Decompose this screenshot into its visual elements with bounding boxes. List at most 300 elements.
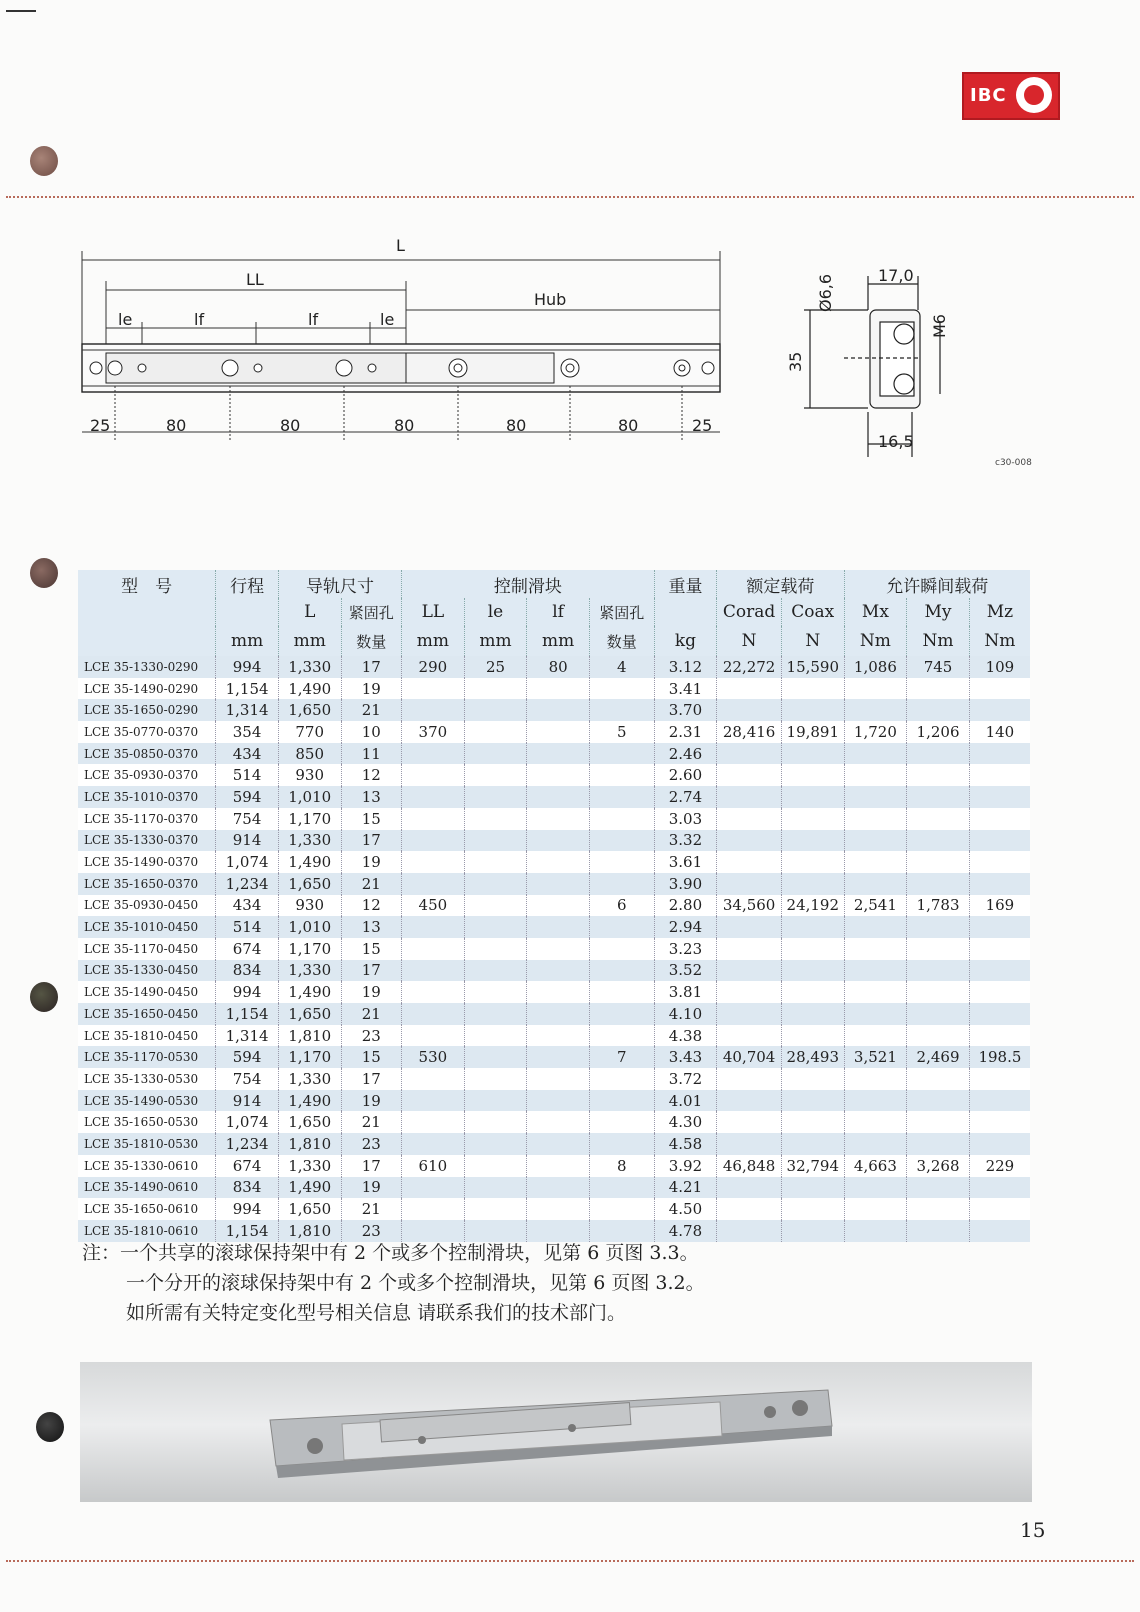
cell-mz bbox=[969, 873, 1030, 895]
cell-le bbox=[464, 699, 527, 721]
unit-corad: N bbox=[717, 626, 782, 656]
cell-model: LCE 35-1330-0290 bbox=[78, 656, 216, 678]
cell-mx: 2,541 bbox=[844, 895, 907, 917]
cell-weight: 2.74 bbox=[654, 786, 717, 808]
cell-rail-holes: 21 bbox=[341, 699, 402, 721]
header-ll: LL bbox=[402, 598, 465, 626]
cell-stroke: 754 bbox=[216, 808, 279, 830]
cell-ctrl-holes bbox=[589, 938, 654, 960]
unit-mz: Nm bbox=[969, 626, 1030, 656]
cell-ctrl-holes bbox=[589, 764, 654, 786]
cell-coax bbox=[781, 1220, 844, 1242]
cell-mz: 198.5 bbox=[969, 1046, 1030, 1068]
cell-mz bbox=[969, 1090, 1030, 1112]
cell-mx: 3,521 bbox=[844, 1046, 907, 1068]
header-rail: 导轨尺寸 bbox=[278, 570, 401, 598]
cell-stroke: 834 bbox=[216, 1177, 279, 1199]
cell-coax: 32,794 bbox=[781, 1155, 844, 1177]
cell-coax bbox=[781, 873, 844, 895]
cell-coax bbox=[781, 960, 844, 982]
cell-mz bbox=[969, 1133, 1030, 1155]
unit-stroke: mm bbox=[216, 626, 279, 656]
table-row bbox=[78, 656, 1030, 678]
cell-coax bbox=[781, 1025, 844, 1047]
cell-mz bbox=[969, 1068, 1030, 1090]
cell-rail-L: 1,330 bbox=[278, 830, 341, 852]
cell-corad bbox=[717, 1003, 782, 1025]
cell-rail-L: 1,490 bbox=[278, 678, 341, 700]
cell-rail-L: 1,010 bbox=[278, 786, 341, 808]
cell-mz bbox=[969, 960, 1030, 982]
cell-corad bbox=[717, 1133, 782, 1155]
cell-ctrl-holes bbox=[589, 1133, 654, 1155]
cell-rail-L: 1,810 bbox=[278, 1025, 341, 1047]
cell-mz bbox=[969, 678, 1030, 700]
cell-mx: 1,720 bbox=[844, 721, 907, 743]
cell-lf bbox=[527, 1198, 590, 1220]
table-row bbox=[78, 851, 1030, 873]
cell-ll bbox=[402, 981, 465, 1003]
cell-rail-holes: 21 bbox=[341, 1111, 402, 1133]
header-rule bbox=[6, 196, 1134, 198]
cell-coax bbox=[781, 1003, 844, 1025]
cell-mz: 140 bbox=[969, 721, 1030, 743]
cell-le bbox=[464, 1111, 527, 1133]
cell-model: LCE 35-0770-0370 bbox=[78, 721, 216, 743]
cell-stroke: 994 bbox=[216, 981, 279, 1003]
cell-ll bbox=[402, 1198, 465, 1220]
cell-le bbox=[464, 1155, 527, 1177]
cell-rail-holes: 19 bbox=[341, 1177, 402, 1199]
cell-weight: 2.31 bbox=[654, 721, 717, 743]
cell-corad bbox=[717, 764, 782, 786]
cell-mz bbox=[969, 1177, 1030, 1199]
cell-rail-holes: 19 bbox=[341, 851, 402, 873]
drawing-code: c30-008 bbox=[995, 458, 1032, 468]
ibc-logo bbox=[962, 72, 1060, 120]
cell-rail-L: 1,650 bbox=[278, 1198, 341, 1220]
cell-ll bbox=[402, 1177, 465, 1199]
cell-ctrl-holes: 7 bbox=[589, 1046, 654, 1068]
table-units-row bbox=[78, 626, 1030, 656]
table-row bbox=[78, 1111, 1030, 1133]
cell-lf bbox=[527, 981, 590, 1003]
cell-coax bbox=[781, 1133, 844, 1155]
cell-lf bbox=[527, 1155, 590, 1177]
header-lf: lf bbox=[527, 598, 590, 626]
cell-weight: 4.01 bbox=[654, 1090, 717, 1112]
cell-model: LCE 35-1490-0530 bbox=[78, 1090, 216, 1112]
cell-stroke: 1,314 bbox=[216, 1025, 279, 1047]
cell-weight: 3.32 bbox=[654, 830, 717, 852]
cell-mz bbox=[969, 764, 1030, 786]
cell-ll bbox=[402, 678, 465, 700]
cell-le bbox=[464, 851, 527, 873]
cell-mx bbox=[844, 786, 907, 808]
header-corad: Corad bbox=[717, 598, 782, 626]
cell-stroke: 354 bbox=[216, 721, 279, 743]
cell-ll bbox=[402, 1111, 465, 1133]
cell-ll bbox=[402, 1025, 465, 1047]
table-row bbox=[78, 1046, 1030, 1068]
cell-lf bbox=[527, 1003, 590, 1025]
cell-coax bbox=[781, 1177, 844, 1199]
unit-le: mm bbox=[464, 626, 527, 656]
cell-coax bbox=[781, 916, 844, 938]
cell-mz bbox=[969, 1220, 1030, 1242]
cell-rail-holes: 15 bbox=[341, 1046, 402, 1068]
cell-stroke: 1,154 bbox=[216, 1003, 279, 1025]
cell-le bbox=[464, 786, 527, 808]
cell-stroke: 1,154 bbox=[216, 1220, 279, 1242]
cell-le bbox=[464, 1090, 527, 1112]
cell-lf bbox=[527, 1111, 590, 1133]
cell-model: LCE 35-1490-0450 bbox=[78, 981, 216, 1003]
unit-mx: Nm bbox=[844, 626, 907, 656]
cell-mx bbox=[844, 678, 907, 700]
cell-rail-L: 850 bbox=[278, 743, 341, 765]
cell-coax bbox=[781, 808, 844, 830]
header-stroke: 行程 bbox=[216, 570, 279, 598]
cell-lf bbox=[527, 1046, 590, 1068]
cell-weight: 2.46 bbox=[654, 743, 717, 765]
binder-hole-4 bbox=[36, 1412, 64, 1442]
cell-rail-L: 1,010 bbox=[278, 916, 341, 938]
cell-lf: 80 bbox=[527, 656, 590, 678]
cell-mx bbox=[844, 743, 907, 765]
cell-lf bbox=[527, 808, 590, 830]
cell-weight: 2.80 bbox=[654, 895, 717, 917]
cell-corad: 46,848 bbox=[717, 1155, 782, 1177]
header-control: 控制滑块 bbox=[402, 570, 655, 598]
cell-corad: 28,416 bbox=[717, 721, 782, 743]
header-mz: Mz bbox=[969, 598, 1030, 626]
cell-model: LCE 35-1010-0370 bbox=[78, 786, 216, 808]
cell-le bbox=[464, 743, 527, 765]
cell-rail-L: 1,490 bbox=[278, 851, 341, 873]
table-row bbox=[78, 786, 1030, 808]
cell-stroke: 1,314 bbox=[216, 699, 279, 721]
cell-rail-holes: 21 bbox=[341, 1003, 402, 1025]
header-moment: 允许瞬间载荷 bbox=[844, 570, 1030, 598]
cell-model: LCE 35-1490-0370 bbox=[78, 851, 216, 873]
cell-lf bbox=[527, 764, 590, 786]
cell-coax bbox=[781, 1111, 844, 1133]
cell-mz bbox=[969, 851, 1030, 873]
cell-my bbox=[907, 1090, 970, 1112]
cell-weight: 4.58 bbox=[654, 1133, 717, 1155]
cell-my bbox=[907, 786, 970, 808]
cell-ll: 290 bbox=[402, 656, 465, 678]
cell-rail-L: 1,330 bbox=[278, 960, 341, 982]
table-row bbox=[78, 1133, 1030, 1155]
cell-mz bbox=[969, 981, 1030, 1003]
dim-le-1: le bbox=[118, 310, 133, 329]
unit-lf: mm bbox=[527, 626, 590, 656]
cell-le bbox=[464, 1133, 527, 1155]
cell-my bbox=[907, 851, 970, 873]
cell-weight: 2.60 bbox=[654, 764, 717, 786]
cell-weight: 4.78 bbox=[654, 1220, 717, 1242]
cell-ctrl-holes bbox=[589, 1111, 654, 1133]
cell-weight: 3.52 bbox=[654, 960, 717, 982]
cell-my bbox=[907, 916, 970, 938]
cell-stroke: 754 bbox=[216, 1068, 279, 1090]
cell-mx bbox=[844, 1133, 907, 1155]
cell-le bbox=[464, 764, 527, 786]
cell-rail-holes: 21 bbox=[341, 1198, 402, 1220]
cell-rail-L: 1,810 bbox=[278, 1133, 341, 1155]
cell-coax bbox=[781, 851, 844, 873]
cell-le bbox=[464, 1046, 527, 1068]
cell-my bbox=[907, 1198, 970, 1220]
cell-rail-holes: 15 bbox=[341, 808, 402, 830]
cell-rail-L: 930 bbox=[278, 895, 341, 917]
cell-ll bbox=[402, 873, 465, 895]
cell-rail-holes: 23 bbox=[341, 1220, 402, 1242]
cell-stroke: 834 bbox=[216, 960, 279, 982]
cell-weight: 3.23 bbox=[654, 938, 717, 960]
cell-coax bbox=[781, 1068, 844, 1090]
cell-ctrl-holes bbox=[589, 743, 654, 765]
cell-rail-holes: 19 bbox=[341, 1090, 402, 1112]
cell-ctrl-holes bbox=[589, 851, 654, 873]
unit-ll: mm bbox=[402, 626, 465, 656]
cell-weight: 4.21 bbox=[654, 1177, 717, 1199]
cell-coax bbox=[781, 830, 844, 852]
cell-stroke: 514 bbox=[216, 916, 279, 938]
cell-ctrl-holes bbox=[589, 916, 654, 938]
cell-model: LCE 35-1810-0450 bbox=[78, 1025, 216, 1047]
cell-lf bbox=[527, 1068, 590, 1090]
dim-bottom-1: 25 bbox=[90, 416, 111, 435]
cell-weight: 4.10 bbox=[654, 1003, 717, 1025]
cell-rail-L: 1,330 bbox=[278, 656, 341, 678]
cell-corad bbox=[717, 1177, 782, 1199]
cell-ll bbox=[402, 1003, 465, 1025]
cell-coax bbox=[781, 764, 844, 786]
cell-mz: 229 bbox=[969, 1155, 1030, 1177]
cell-rail-holes: 23 bbox=[341, 1133, 402, 1155]
cell-my: 1,783 bbox=[907, 895, 970, 917]
cell-ctrl-holes bbox=[589, 808, 654, 830]
cell-my bbox=[907, 1068, 970, 1090]
cell-weight: 4.38 bbox=[654, 1025, 717, 1047]
cell-my bbox=[907, 938, 970, 960]
cell-lf bbox=[527, 851, 590, 873]
cell-stroke: 434 bbox=[216, 743, 279, 765]
cell-mx bbox=[844, 916, 907, 938]
cell-ll bbox=[402, 1068, 465, 1090]
unit-my: Nm bbox=[907, 626, 970, 656]
cell-mz bbox=[969, 699, 1030, 721]
cell-rail-L: 1,330 bbox=[278, 1068, 341, 1090]
table-row bbox=[78, 873, 1030, 895]
cell-stroke: 514 bbox=[216, 764, 279, 786]
cell-le bbox=[464, 895, 527, 917]
cell-my bbox=[907, 1133, 970, 1155]
table-row bbox=[78, 808, 1030, 830]
cell-rail-holes: 17 bbox=[341, 1068, 402, 1090]
table-row bbox=[78, 1025, 1030, 1047]
cell-mx bbox=[844, 1111, 907, 1133]
cell-my bbox=[907, 1025, 970, 1047]
cell-coax: 19,891 bbox=[781, 721, 844, 743]
spec-table-body bbox=[78, 656, 1030, 1242]
cell-corad bbox=[717, 743, 782, 765]
cell-mx bbox=[844, 764, 907, 786]
cell-lf bbox=[527, 786, 590, 808]
cell-lf bbox=[527, 960, 590, 982]
unit-coax: N bbox=[781, 626, 844, 656]
cell-ll: 370 bbox=[402, 721, 465, 743]
header-mx: Mx bbox=[844, 598, 907, 626]
cell-mx bbox=[844, 1177, 907, 1199]
cell-ll bbox=[402, 699, 465, 721]
cell-weight: 3.70 bbox=[654, 699, 717, 721]
cell-coax: 24,192 bbox=[781, 895, 844, 917]
cell-corad bbox=[717, 938, 782, 960]
cell-model: LCE 35-1490-0290 bbox=[78, 678, 216, 700]
unit-ctrl-holes: 数量 bbox=[589, 626, 654, 656]
cell-ll bbox=[402, 916, 465, 938]
cell-model: LCE 35-1650-0290 bbox=[78, 699, 216, 721]
cell-lf bbox=[527, 1025, 590, 1047]
note-2: 一个分开的滚球保持架中有 2 个或多个控制滑块，见第 6 页图 3.2。 bbox=[126, 1272, 705, 1294]
table-header-row-2 bbox=[78, 598, 1030, 626]
cell-ll: 610 bbox=[402, 1155, 465, 1177]
slide-rail-image bbox=[80, 1362, 1032, 1502]
cell-ll bbox=[402, 743, 465, 765]
table-row bbox=[78, 721, 1030, 743]
cell-ll bbox=[402, 1133, 465, 1155]
table-row bbox=[78, 1177, 1030, 1199]
cell-lf bbox=[527, 678, 590, 700]
cell-corad bbox=[717, 1068, 782, 1090]
cell-rail-holes: 12 bbox=[341, 764, 402, 786]
cell-corad: 22,272 bbox=[717, 656, 782, 678]
cell-ctrl-holes: 4 bbox=[589, 656, 654, 678]
dim-lf-2: lf bbox=[308, 310, 319, 329]
cell-coax: 28,493 bbox=[781, 1046, 844, 1068]
header-my: My bbox=[907, 598, 970, 626]
cell-corad bbox=[717, 851, 782, 873]
header-rated: 额定载荷 bbox=[717, 570, 844, 598]
dim-L: L bbox=[396, 236, 405, 255]
cell-rail-L: 1,170 bbox=[278, 808, 341, 830]
cell-lf bbox=[527, 938, 590, 960]
header-weight: 重量 bbox=[654, 570, 717, 598]
cell-stroke: 434 bbox=[216, 895, 279, 917]
cell-weight: 3.43 bbox=[654, 1046, 717, 1068]
cell-lf bbox=[527, 895, 590, 917]
cell-model: LCE 35-1490-0610 bbox=[78, 1177, 216, 1199]
cell-mz: 109 bbox=[969, 656, 1030, 678]
footer-rule bbox=[6, 1560, 1134, 1562]
cell-mx bbox=[844, 1220, 907, 1242]
cell-model: LCE 35-1650-0610 bbox=[78, 1198, 216, 1220]
cell-ll bbox=[402, 830, 465, 852]
cell-my bbox=[907, 1003, 970, 1025]
cell-coax bbox=[781, 699, 844, 721]
cell-stroke: 594 bbox=[216, 1046, 279, 1068]
cell-ll bbox=[402, 1090, 465, 1112]
cell-ctrl-holes bbox=[589, 678, 654, 700]
cell-ll bbox=[402, 764, 465, 786]
cell-corad bbox=[717, 1198, 782, 1220]
cell-ctrl-holes: 8 bbox=[589, 1155, 654, 1177]
cell-weight: 3.61 bbox=[654, 851, 717, 873]
cell-ctrl-holes bbox=[589, 1198, 654, 1220]
cell-rail-holes: 13 bbox=[341, 916, 402, 938]
cell-rail-holes: 10 bbox=[341, 721, 402, 743]
cell-ctrl-holes bbox=[589, 1003, 654, 1025]
cell-my bbox=[907, 873, 970, 895]
cell-le bbox=[464, 873, 527, 895]
cell-mx bbox=[844, 1025, 907, 1047]
cell-mz bbox=[969, 830, 1030, 852]
header-model: 型 号 bbox=[78, 570, 216, 598]
cell-rail-holes: 15 bbox=[341, 938, 402, 960]
cell-ctrl-holes bbox=[589, 1090, 654, 1112]
note-3: 如所需有关特定变化型号相关信息 请联系我们的技术部门。 bbox=[126, 1302, 627, 1324]
cell-stroke: 674 bbox=[216, 938, 279, 960]
table-row bbox=[78, 764, 1030, 786]
cell-rail-L: 930 bbox=[278, 764, 341, 786]
cell-mx bbox=[844, 1068, 907, 1090]
cell-corad bbox=[717, 1025, 782, 1047]
header-ctrl-holes: 紧固孔 bbox=[589, 598, 654, 626]
cell-stroke: 914 bbox=[216, 1090, 279, 1112]
section-hole-dim: Ø6,6 bbox=[816, 273, 835, 312]
cell-my bbox=[907, 1111, 970, 1133]
cell-corad bbox=[717, 808, 782, 830]
binder-hole-3 bbox=[30, 982, 58, 1012]
cell-rail-holes: 13 bbox=[341, 786, 402, 808]
dim-le-2: le bbox=[380, 310, 395, 329]
cell-model: LCE 35-0850-0370 bbox=[78, 743, 216, 765]
table-row bbox=[78, 1155, 1030, 1177]
cell-mx bbox=[844, 851, 907, 873]
table-row bbox=[78, 678, 1030, 700]
cell-rail-holes: 21 bbox=[341, 873, 402, 895]
cell-stroke: 594 bbox=[216, 786, 279, 808]
cell-corad bbox=[717, 981, 782, 1003]
cell-lf bbox=[527, 721, 590, 743]
cell-rail-L: 1,650 bbox=[278, 1003, 341, 1025]
cell-my bbox=[907, 764, 970, 786]
cell-model: LCE 35-1330-0370 bbox=[78, 830, 216, 852]
section-top-dim: 17,0 bbox=[878, 266, 914, 285]
cell-ctrl-holes bbox=[589, 873, 654, 895]
corner-mark bbox=[6, 10, 36, 12]
cell-ctrl-holes bbox=[589, 981, 654, 1003]
dim-bottom-3: 80 bbox=[280, 416, 301, 435]
dim-lf-1: lf bbox=[194, 310, 205, 329]
cell-rail-L: 1,330 bbox=[278, 1155, 341, 1177]
cell-coax bbox=[781, 678, 844, 700]
unit-weight: kg bbox=[654, 626, 717, 656]
section-bottom-dim: 16,5 bbox=[878, 432, 914, 451]
cell-model: LCE 35-1810-0610 bbox=[78, 1220, 216, 1242]
cell-ctrl-holes bbox=[589, 830, 654, 852]
cell-coax bbox=[781, 743, 844, 765]
dim-bottom-4: 80 bbox=[394, 416, 415, 435]
cell-my bbox=[907, 960, 970, 982]
cell-rail-holes: 19 bbox=[341, 981, 402, 1003]
cell-corad bbox=[717, 699, 782, 721]
dim-hub: Hub bbox=[534, 290, 567, 309]
